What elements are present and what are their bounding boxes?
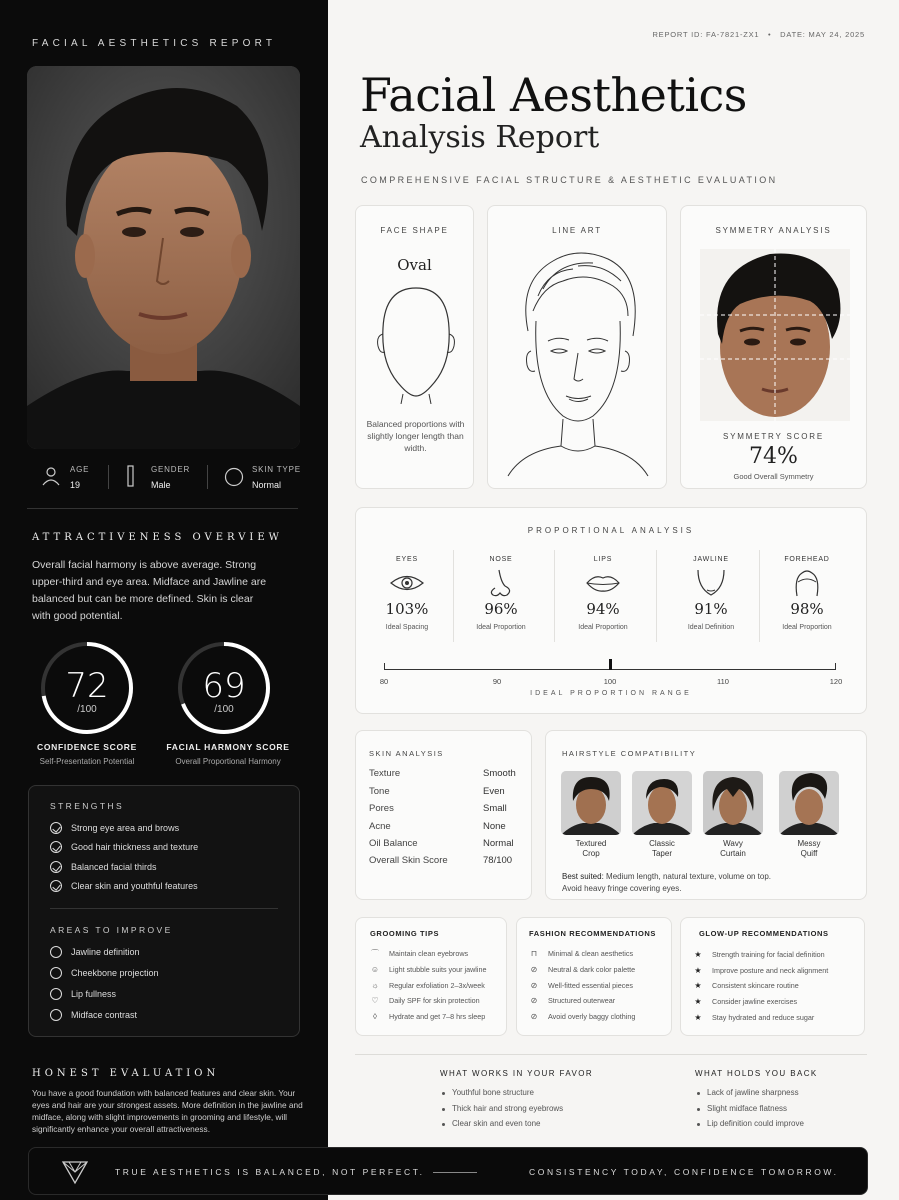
page-title: Facial Aesthetics	[360, 68, 747, 122]
sidebar	[0, 0, 328, 1200]
scale-tick-label: 110	[717, 677, 729, 686]
hairstyle-photo-classic-taper	[632, 771, 692, 835]
circle-icon	[50, 946, 62, 958]
face-shape-value: Oval	[397, 256, 432, 274]
grooming-title: GROOMING TIPS	[370, 929, 440, 938]
symmetry-photo	[700, 249, 850, 421]
prop-lips-name: LIPS	[593, 556, 613, 563]
symmetry-title: SYMMETRY ANALYSIS	[715, 226, 832, 235]
eye-icon	[389, 572, 425, 594]
hairstyle-photo-wavy-curtain	[703, 771, 763, 835]
harmony-gauge	[176, 640, 272, 736]
improve-title: AREAS TO IMPROVE	[50, 925, 173, 935]
prop-eyes-note: Ideal Spacing	[385, 624, 429, 631]
prop-jawline	[660, 556, 762, 631]
line-art-title: LINE ART	[552, 226, 602, 235]
improve-item: Midface contrast	[50, 1008, 290, 1022]
prop-nose	[450, 556, 552, 631]
symmetry-score-label: SYMMETRY SCORE	[723, 432, 824, 441]
strengths-title: STRENGTHS	[50, 801, 125, 811]
palette-icon: ⊘	[530, 965, 538, 974]
check-circle-icon	[50, 841, 62, 853]
harmony-denominator: /100	[214, 704, 234, 715]
strength-item: Good hair thickness and texture	[50, 840, 290, 854]
ban-icon: ⊘	[530, 1012, 538, 1021]
check-circle-icon	[50, 861, 62, 873]
fashion-card: FASHION RECOMMENDATIONS ⊓ Minimal & clean aesthetics ⊘ Neutral & dark color palette ⊘ Well-fitted essential pieces ⊘ Structured outerwear ⊘ Avoid overly baggy clothing	[516, 917, 672, 1036]
check-circle-icon: ⊘	[530, 981, 538, 990]
overview-text: Overall facial harmony is above average. Strong upper-third and eye area. Midface and Jawline are balanced but can be more defined. Skin is clear with good potential.	[32, 559, 267, 622]
meta-skin-key: SKIN TYPE	[252, 465, 301, 474]
hairstyle-label: Textured Crop	[575, 839, 607, 858]
portrait-photo	[27, 66, 300, 449]
skin-row: Tone Even	[369, 786, 505, 797]
works-item: Clear skin and even tone	[452, 1119, 541, 1128]
hairstyle-label: Classic Taper	[649, 839, 675, 858]
confidence-subtitle: Self-Presentation Potential	[39, 757, 135, 766]
meta-divider	[207, 465, 208, 489]
prop-nose-value: 96%	[484, 600, 518, 618]
prop-forehead-note: Ideal Proportion	[782, 624, 832, 631]
star-icon: ★	[694, 1013, 702, 1022]
page-subtitle: COMPREHENSIVE FACIAL STRUCTURE & AESTHETIC EVALUATION	[361, 175, 778, 185]
jawline-icon	[695, 568, 727, 598]
improve-item: Lip fullness	[50, 987, 290, 1001]
meta-gender-value: Male	[151, 480, 171, 490]
face-icon: ☺	[370, 965, 380, 974]
strengths-box	[28, 785, 300, 1037]
symmetry-note: Good Overall Symmetry	[733, 472, 814, 481]
logo-icon	[59, 1158, 91, 1186]
prop-lips	[552, 556, 654, 631]
hairstyle-title: HAIRSTYLE COMPATIBILITY	[562, 749, 697, 758]
prop-eyes-value: 103%	[385, 600, 429, 618]
symmetry-score: 74%	[749, 444, 798, 469]
hairstyle-label: Wavy Curtain	[720, 839, 746, 858]
scale-tick-label: 80	[379, 677, 389, 686]
confidence-gauge	[39, 640, 135, 736]
skin-row: Texture Smooth	[369, 768, 516, 779]
forehead-icon	[792, 568, 822, 598]
report-meta	[652, 30, 865, 39]
confidence-title: CONFIDENCE SCORE	[37, 742, 137, 752]
prop-jawline-note: Ideal Definition	[687, 624, 735, 631]
works-title: WHAT WORKS IN YOUR FAVOR	[440, 1069, 594, 1078]
works-item: Youthful bone structure	[452, 1088, 534, 1097]
lips-icon	[585, 573, 621, 593]
skin-row: Pores Small	[369, 803, 507, 814]
check-circle-icon	[50, 880, 62, 892]
prop-jawline-value: 91%	[694, 600, 728, 618]
hairstyle-photo-textured-crop	[561, 771, 621, 835]
scale-tick-label: 100	[603, 677, 617, 686]
proportional-title: PROPORTIONAL ANALYSIS	[527, 526, 695, 535]
person-icon	[40, 465, 62, 487]
footer-quote-right: CONSISTENCY TODAY, CONFIDENCE TOMORROW.	[529, 1167, 839, 1177]
harmony-title: FACIAL HARMONY SCORE	[166, 742, 290, 752]
head-outline-icon	[373, 284, 459, 404]
symmetry-card	[680, 205, 867, 489]
scale-tick-label: 90	[492, 677, 502, 686]
shield-icon: ♡	[371, 996, 379, 1005]
gender-bar-icon	[126, 465, 136, 487]
nose-icon	[487, 568, 515, 598]
prop-jawline-name: JAWLINE	[693, 556, 729, 563]
footer-quote-left: TRUE AESTHETICS IS BALANCED, NOT PERFECT.	[115, 1167, 425, 1177]
works-item: Thick hair and strong eyebrows	[452, 1104, 564, 1113]
holds-title: WHAT HOLDS YOU BACK	[695, 1069, 818, 1078]
meta-gender-key: GENDER	[151, 465, 191, 474]
harmony-value: 69	[202, 666, 246, 706]
shirt-icon: ⊓	[530, 949, 538, 958]
footer-bar	[28, 1147, 868, 1195]
check-circle-icon	[50, 822, 62, 834]
proportion-scale-marker	[609, 659, 612, 670]
divider	[27, 508, 298, 509]
strength-item: Clear skin and youthful features	[50, 879, 290, 893]
face-shape-title: FACE SHAPE	[380, 226, 449, 235]
improve-item: Cheekbone projection	[50, 966, 290, 980]
circle-icon	[50, 967, 62, 979]
grooming-card: GROOMING TIPS ⌒ Maintain clean eyebrows ☺ Light stubble suits your jawline ☼ Regular exfoliation 2–3x/week ♡ Daily SPF for skin protection ◊ Hydrate and get 7–8 hrs sleep	[355, 917, 507, 1036]
meta-divider	[108, 465, 109, 489]
report-date: DATE: MAY 24, 2025	[780, 30, 865, 39]
skin-title: SKIN ANALYSIS	[369, 749, 444, 758]
harmony-subtitle: Overall Proportional Harmony	[175, 757, 281, 766]
strength-item: Strong eye area and brows	[50, 821, 290, 835]
skin-row: Acne None	[369, 821, 506, 832]
skin-card	[355, 730, 532, 900]
meta-age-value: 19	[70, 480, 81, 490]
sidebar-top-label: FACIAL AESTHETICS REPORT	[32, 38, 277, 49]
prop-nose-note: Ideal Proportion	[476, 624, 526, 631]
skin-row: Oil Balance Normal	[369, 838, 514, 849]
meta-skin	[224, 463, 304, 495]
star-icon: ★	[694, 981, 702, 990]
line-art-sketch	[503, 241, 653, 481]
circle-icon	[50, 1009, 62, 1021]
face-shape-text: Balanced proportions with slightly longer length than width.	[366, 419, 465, 453]
confidence-value: 72	[65, 666, 109, 706]
holds-item: Lip definition could improve	[707, 1119, 804, 1128]
divider	[355, 1054, 867, 1055]
improve-item: Jawline definition	[50, 945, 290, 959]
holds-item: Lack of jawline sharpness	[707, 1088, 799, 1097]
meta-separator: •	[768, 30, 772, 39]
overview-title: ATTRACTIVENESS OVERVIEW	[32, 532, 283, 543]
prop-lips-value: 94%	[586, 600, 620, 618]
divider	[50, 908, 278, 909]
proportion-scale-label: IDEAL PROPORTION RANGE	[530, 690, 692, 697]
scale-tick-label: 120	[829, 677, 843, 686]
brow-icon: ⌒	[371, 949, 379, 958]
meta-gender	[126, 463, 206, 495]
prop-forehead-name: FOREHEAD	[784, 556, 830, 563]
skin-row: Overall Skin Score 78/100	[369, 855, 513, 866]
prop-forehead	[756, 556, 858, 631]
footer-divider	[433, 1172, 477, 1173]
honest-title: HONEST EVALUATION	[32, 1068, 220, 1079]
prop-nose-name: NOSE	[489, 556, 513, 563]
meta-age-key: AGE	[70, 465, 90, 474]
jacket-icon: ⊘	[530, 996, 538, 1005]
star-icon: ★	[694, 966, 702, 975]
face-shape-card	[355, 205, 474, 489]
line-art-card	[487, 205, 667, 489]
prop-eyes-name: EYES	[396, 556, 418, 563]
confidence-denominator: /100	[77, 704, 97, 715]
hairstyle-label: Messy Quiff	[797, 839, 821, 858]
holds-item: Slight midface flatness	[707, 1104, 788, 1113]
prop-forehead-value: 98%	[790, 600, 824, 618]
prop-eyes	[356, 556, 458, 631]
star-icon: ★	[694, 950, 702, 959]
honest-text: You have a good foundation with balanced features and clear skin. Your eyes and hair are your strongest assets. More definition in the jawline and midface, along with slight improvements in grooming and lifestyle, will significantly enhance your overall attractiveness.	[32, 1088, 303, 1134]
hairstyle-photo-messy-quiff	[779, 771, 839, 835]
circle-icon	[224, 467, 244, 487]
fashion-title: FASHION RECOMMENDATIONS	[529, 929, 656, 938]
drop-icon: ◊	[373, 1012, 377, 1021]
meta-skin-value: Normal	[252, 480, 282, 490]
page-title-line2: Analysis Report	[360, 120, 600, 155]
star-icon: ★	[694, 997, 702, 1006]
strength-item: Balanced facial thirds	[50, 860, 290, 874]
hairstyle-best-suited: Best suited: Medium length, natural texture, volume on top. Avoid heavy fringe covering eyes.	[562, 872, 772, 893]
glowup-title: GLOW-UP RECOMMENDATIONS	[699, 929, 829, 938]
circle-icon	[50, 988, 62, 1000]
report-id: REPORT ID: FA-7821-ZX1	[652, 30, 760, 39]
proportional-card	[355, 507, 867, 714]
sun-icon: ☼	[371, 981, 379, 990]
hairstyle-card	[545, 730, 867, 900]
glowup-card: GLOW-UP RECOMMENDATIONS ★ Strength training for facial definition ★ Improve posture and neck alignment ★ Consistent skincare routine ★ Consider jawline exercises ★ Stay hydrated and reduce sugar	[680, 917, 865, 1036]
prop-lips-note: Ideal Proportion	[578, 624, 628, 631]
divider	[656, 550, 657, 642]
